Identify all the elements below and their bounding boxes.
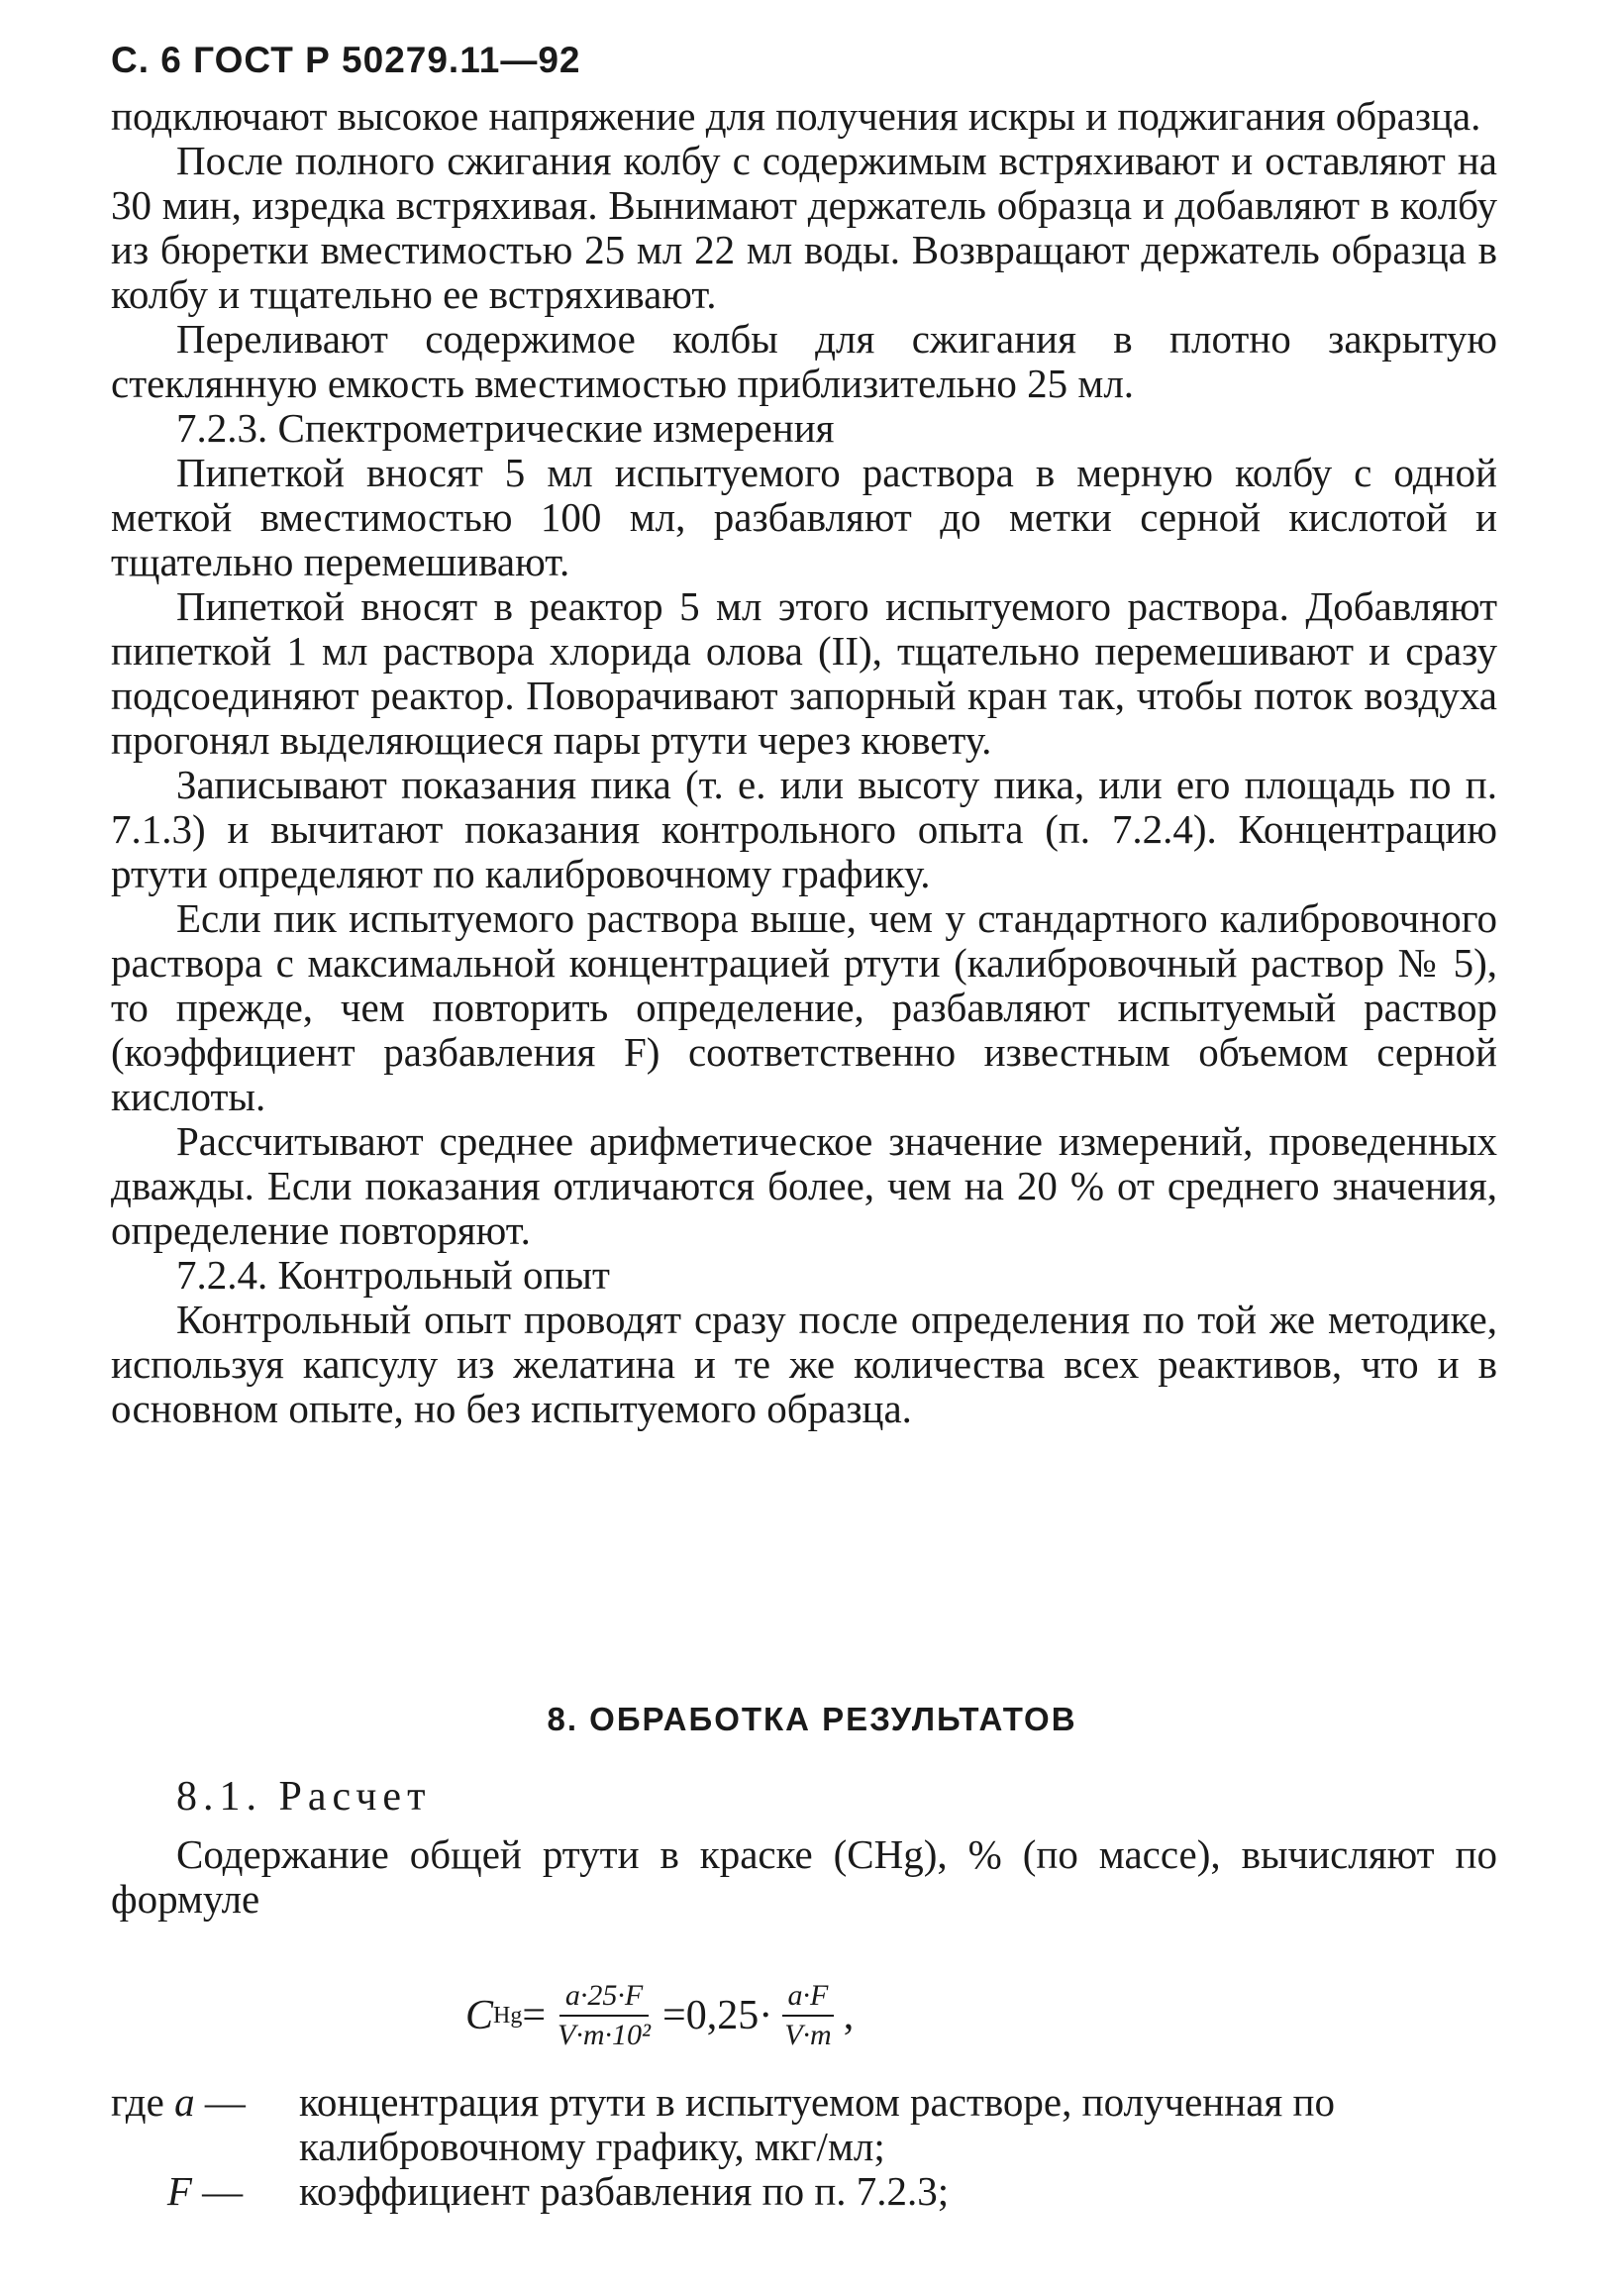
paragraph-5: Пипеткой вносят в реактор 5 мл этого испытуемого раствора. Добавляют пипеткой 1 мл раствора хлорида олова (II), тщательно перемешивают и сразу подсоединяют реактор. Поворачивают запорный кран так, чтобы поток воздуха прогонял выделяющиеся пары ртути через кювету. xyxy=(111,583,1497,763)
section-intro xyxy=(111,1832,1497,1922)
subsection-title: 8.1. Расчет xyxy=(176,1774,432,1820)
definition-dash: — xyxy=(202,2168,244,2214)
formula-coefficient: =0,25· xyxy=(662,1993,773,2038)
definition-row xyxy=(111,2169,1517,2214)
paragraph-9: Контрольный опыт проводят сразу после определения по той же методике, используя капсулу из желатина и те же количества всех реактивов, что и в основном опыте, но без испытуемого образца. xyxy=(111,1297,1497,1431)
formula-equals: = xyxy=(522,1993,547,2038)
definition-key xyxy=(111,2169,299,2214)
fraction-2-denominator: V·m xyxy=(784,2019,832,2051)
formula-lhs-subscript: Hg xyxy=(493,2002,523,2029)
page-header: С. 6 ГОСТ Р 50279.11—92 xyxy=(111,40,581,80)
formula xyxy=(465,1971,854,2060)
paragraph-7: Если пик испытуемого раствора выше, чем у стандартного калибровочного раствора с максимальной концентрацией ртути (калибровочный раствор № 5), то прежде, чем повторить определение, разбавляют испытуемый раствор (коэффициент разбавления F) соответственно известным объемом серной кислоты. xyxy=(111,895,1497,1119)
definition-symbol: a xyxy=(174,2079,195,2125)
subsection-7-2-4: 7.2.4. Контрольный опыт xyxy=(176,1252,610,1298)
definition-lead: где xyxy=(111,2079,164,2125)
definition-dash: — xyxy=(204,2079,246,2125)
formula-tail: , xyxy=(843,1993,855,2038)
definition-key xyxy=(111,2080,299,2169)
formula-lhs: C xyxy=(465,1993,494,2038)
definition-symbol: F xyxy=(166,2168,192,2214)
paragraph-8: Рассчитывают среднее арифметическое значение измерений, проведенных дважды. Если показания отличаются более, чем на 20 % от среднего значения, определение повторяют. xyxy=(111,1118,1497,1253)
section-title: 8. ОБРАБОТКА РЕЗУЛЬТАТОВ xyxy=(547,1701,1077,1737)
paragraph-2: После полного сжигания колбу с содержимым встряхивают и оставляют на 30 мин, изредка встряхивая. Вынимают держатель образца и добавляют в колбу из бюретки вместимостью 25 мл 22 мл воды. Возвращают держатель образца в колбу и тщательно ее встряхивают. xyxy=(111,138,1497,317)
fraction-1-denominator: V·m·10² xyxy=(558,2019,652,2051)
formula-fraction-2 xyxy=(778,1977,838,2054)
subsection-7-2-3: 7.2.3. Спектрометрические измерения xyxy=(176,405,835,451)
paragraph-1: подключают высокое напряжение для получения искры и поджигания образца. xyxy=(111,93,1481,139)
paragraph-6: Записывают показания пика (т. е. или высоту пика, или его площадь по п. 7.1.3) и вычитают показания контрольного опыта (п. 7.2.4). Концентрацию ртути определяют по калибровочному графику. xyxy=(111,762,1497,896)
definition-text: коэффициент разбавления по п. 7.2.3; xyxy=(299,2168,950,2214)
definition-text: концентрация ртути в испытуемом растворе, полученная по калибровочному графику, мкг/мл; xyxy=(299,2079,1335,2169)
paragraph-3: Переливают содержимое колбы для сжигания в плотно закрытую стеклянную емкость вместимостью приблизительно 25 мл. xyxy=(111,316,1497,406)
definition-row xyxy=(111,2080,1517,2169)
intro-paragraph: Содержание общей ртути в краске (CHg), % (по массе), вычисляют по формуле xyxy=(111,1831,1497,1922)
paragraph-4: Пипеткой вносят 5 мл испытуемого раствора в мерную колбу с одной меткой вместимостью 100 мл, разбавляют до метки серной кислотой и тщательно перемешивают. xyxy=(111,450,1497,584)
formula-fraction-1 xyxy=(552,1977,657,2054)
fraction-2-numerator: a·F xyxy=(782,1977,835,2017)
body-text xyxy=(111,94,1497,1431)
definitions-list xyxy=(111,2080,1517,2214)
fraction-1-numerator: a·25·F xyxy=(559,1977,649,2017)
